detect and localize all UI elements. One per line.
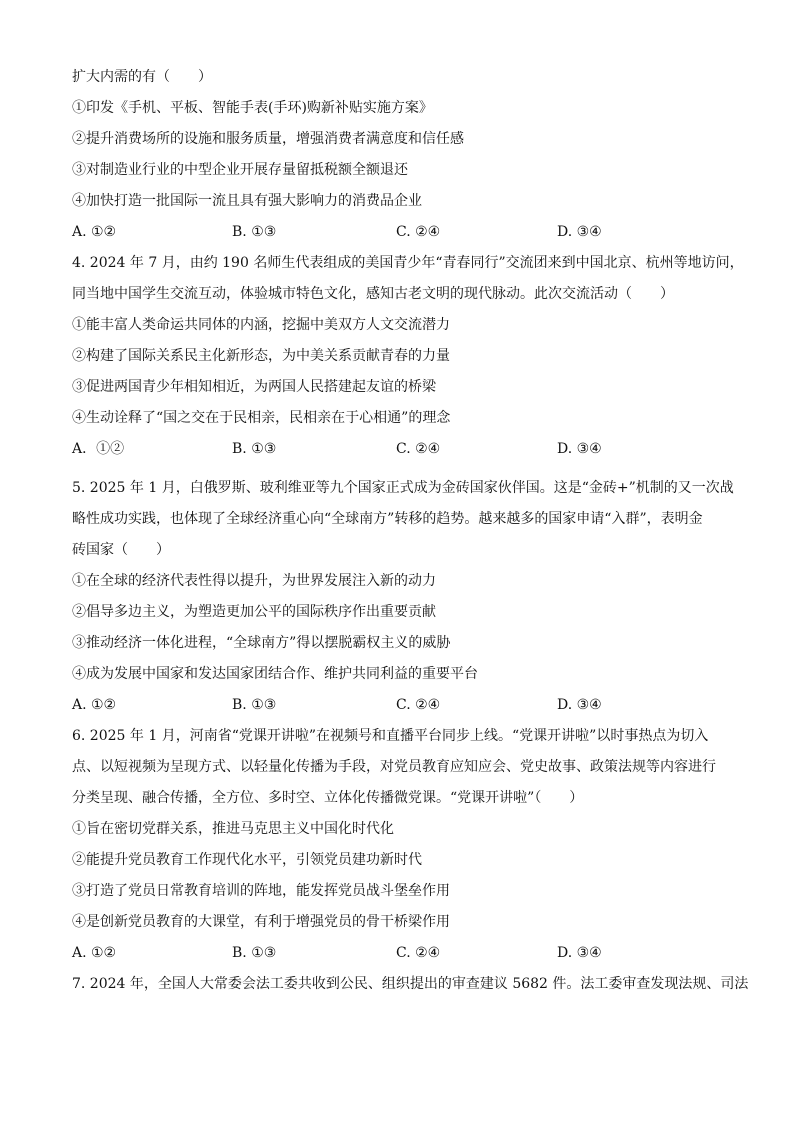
question-stem-line-1: 7. 2024 年，全国人大常委会法工委共收到公民、组织提出的审查建议 5682 件。法工委审查发现法规、司法 xyxy=(72,976,749,992)
choice-statement-2: ②提升消费场所的设施和服务质量，增强消费者满意度和信任感 xyxy=(72,131,464,147)
question-6 xyxy=(72,721,732,969)
option-b: B. ①③ xyxy=(232,697,277,713)
choice-statement-1: ①能丰富人类命运共同体的内涵，挖掘中美双方人文交流潜力 xyxy=(72,317,450,333)
option-c: C. ②④ xyxy=(396,945,441,961)
question-stem-line-2: 略性成功实践，也体现了全球经济重心向“全球南方”转移的趋势。越来越多的国家申请“入群”，表明金 xyxy=(72,511,703,527)
choice-statement-3: ③对制造业行业的中型企业开展存量留抵税额全额退还 xyxy=(72,162,408,178)
question-stem-line-2: 同当地中国学生交流互动，体验城市特色文化，感知古老文明的现代脉动。此次交流活动（ ） xyxy=(72,286,674,302)
spacer xyxy=(72,465,732,473)
choice-statement-2: ②构建了国际关系民主化新形态，为中美关系贡献青春的力量 xyxy=(72,348,450,364)
choice-statement-3: ③打造了党员日常教育培训的阵地，能发挥党员战斗堡垒作用 xyxy=(72,883,450,899)
option-c: C. ②④ xyxy=(396,224,441,240)
choice-statement-4: ④生动诠释了“国之交在于民相亲，民相亲在于心相通”的理念 xyxy=(72,410,451,426)
answer-options xyxy=(72,938,732,969)
question-5 xyxy=(72,473,732,721)
answer-options xyxy=(72,434,732,465)
choice-statement-3: ③促进两国青少年相知相近，为两国人民搭建起友谊的桥梁 xyxy=(72,379,436,395)
choice-statement-1: ①旨在密切党群关系，推进马克思主义中国化时代化 xyxy=(72,821,394,837)
option-a: A. ①② xyxy=(72,697,117,713)
choice-statement-3: ③推动经济一体化进程，“全球南方”得以摆脱霸权主义的威胁 xyxy=(72,635,451,651)
question-4 xyxy=(72,248,744,465)
option-a: A．①② xyxy=(72,441,125,457)
option-a: A. ①② xyxy=(72,945,117,961)
question-stem-line-2: 点、以短视频为呈现方式、以轻量化传播为手段，对党员教育应知应会、党史故事、政策法规等内容进行 xyxy=(72,759,716,775)
answer-options xyxy=(72,217,732,248)
choice-statement-2: ②倡导多边主义，为塑造更加公平的国际秩序作出重要贡献 xyxy=(72,604,436,620)
choice-statement-4: ④加快打造一批国际一流且具有强大影响力的消费品企业 xyxy=(72,193,422,209)
choice-statement-4: ④成为发展中国家和发达国家团结合作、维护共同利益的重要平台 xyxy=(72,666,478,682)
question-stem-line-1: 4. 2024 年 7 月，由约 190 名师生代表组成的美国青少年“青春同行”交流团来到中国北京、杭州等地访问， xyxy=(72,255,744,271)
option-b: B. ①③ xyxy=(232,224,277,240)
option-c: C. ②④ xyxy=(396,441,441,457)
option-c: C. ②④ xyxy=(396,697,441,713)
option-d: D. ③④ xyxy=(557,945,602,961)
question-3 xyxy=(72,62,732,248)
option-b: B. ①③ xyxy=(232,945,277,961)
answer-options xyxy=(72,690,732,721)
choice-statement-4: ④是创新党员教育的大课堂，有利于增强党员的骨干桥梁作用 xyxy=(72,914,450,930)
choice-statement-1: ①印发《手机、平板、智能手表(手环)购新补贴实施方案》 xyxy=(72,100,433,116)
question-7 xyxy=(72,969,749,1000)
choice-statement-1: ①在全球的经济代表性得以提升，为世界发展注入新的动力 xyxy=(72,573,436,589)
question-stem-line-3: 分类呈现、融合传播，全方位、多时空、立体化传播微党课。“党课开讲啦”（ ） xyxy=(72,790,584,806)
option-d: D. ③④ xyxy=(557,697,602,713)
exam-page xyxy=(72,62,749,1000)
question-stem: 扩大内需的有（ ） xyxy=(72,69,212,85)
choice-statement-2: ②能提升党员教育工作现代化水平，引领党员建功新时代 xyxy=(72,852,422,868)
question-stem-line-1: 6. 2025 年 1 月，河南省“党课开讲啦”在视频号和直播平台同步上线。“党课开讲啦”以时事热点为切入 xyxy=(72,728,709,744)
question-stem-line-1: 5. 2025 年 1 月，白俄罗斯、玻利维亚等九个国家正式成为金砖国家伙伴国。这是“金砖+”机制的又一次战 xyxy=(72,480,734,496)
option-a: A. ①② xyxy=(72,224,117,240)
option-b: B. ①③ xyxy=(232,441,277,457)
option-d: D. ③④ xyxy=(557,224,602,240)
option-d: D. ③④ xyxy=(557,441,602,457)
question-stem-line-3: 砖国家（ ） xyxy=(72,542,170,558)
